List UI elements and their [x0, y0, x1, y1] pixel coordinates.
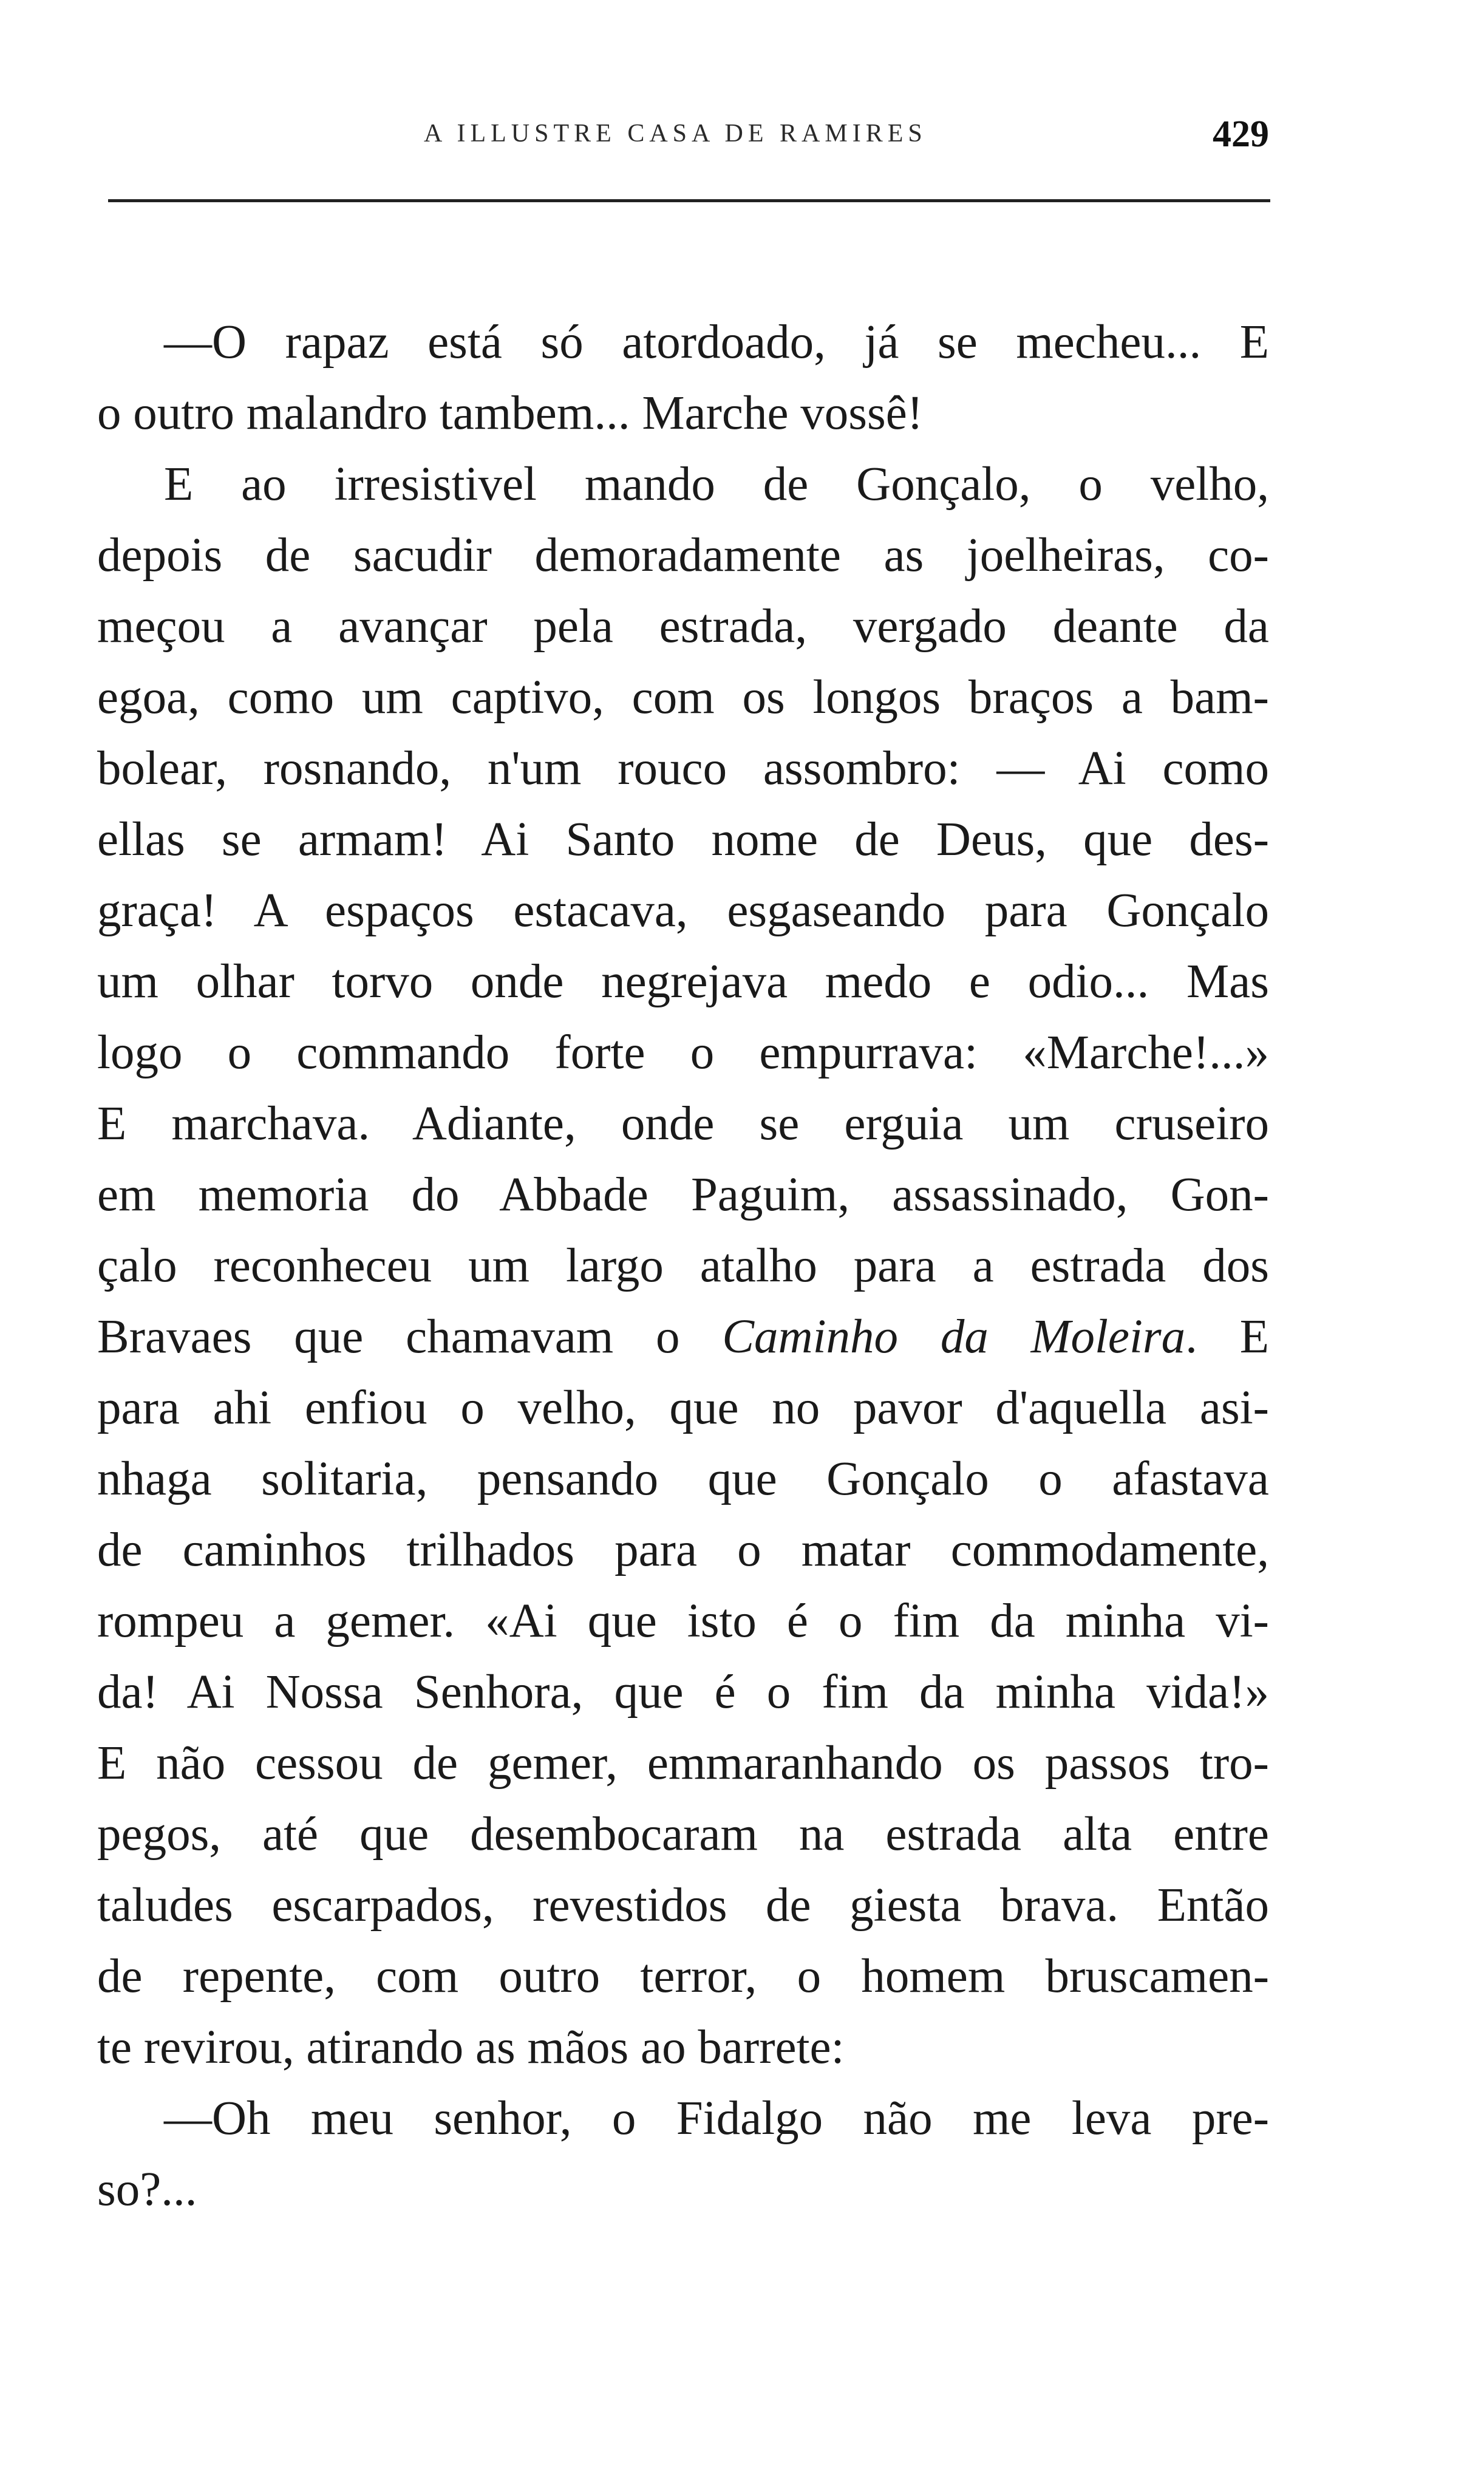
text-line: taludes escarpados, revestidos de giesta brava. Então: [97, 1879, 1269, 1932]
header-rule: [108, 199, 1270, 202]
text-line: de caminhos trilhados para o matar commodamente,: [97, 1524, 1269, 1576]
text-line: para ahi enfiou o velho, que no pavor d'aquella asi-: [97, 1382, 1269, 1434]
running-head: [97, 114, 1293, 168]
page-number: 429: [1213, 114, 1269, 155]
text-line: graça! A espaços estacava, esgaseando para Gonçalo: [97, 884, 1269, 937]
text-line: E ao irresistivel mando de Gonçalo, o velho,: [164, 458, 1269, 511]
text-line: de repente, com outro terror, o homem bruscamen-: [97, 1950, 1269, 2003]
text-line: um olhar torvo onde negrejava medo e odio... Mas: [97, 955, 1269, 1008]
text-line: o outro malandro tambem... Marche vossê!: [97, 387, 924, 440]
text-line: logo o commando forte o empurrava: «Marche!...»: [97, 1026, 1269, 1079]
text-line: E não cessou de gemer, emmaranhando os passos tro-: [97, 1737, 1269, 1790]
text-line: egoa, como um captivo, com os longos braços a bam-: [97, 671, 1269, 724]
text-line: rompeu a gemer. «Ai que isto é o fim da minha vi-: [97, 1595, 1269, 1648]
text-line: pegos, até que desembocaram na estrada alta entre: [97, 1808, 1269, 1861]
text-line-with-italic: [97, 1301, 1269, 1372]
text-line: ellas se armam! Ai Santo nome de Deus, que des-: [97, 813, 1269, 866]
text-line: çalo reconheceu um largo atalho para a estrada dos: [97, 1239, 1269, 1292]
text-line: te revirou, atirando as mãos ao barrete:: [97, 2021, 845, 2074]
body-text: [97, 307, 1269, 2225]
text-fragment: . E: [1185, 1310, 1269, 1363]
text-line: bolear, rosnando, n'um rouco assombro: — Ai como: [97, 742, 1269, 795]
text-line: depois de sacudir demoradamente as joelheiras, co-: [97, 529, 1269, 582]
text-line: meçou a avançar pela estrada, vergado deante da: [97, 600, 1269, 653]
text-line: nhaga solitaria, pensando que Gonçalo o afastava: [97, 1453, 1269, 1505]
text-line: —Oh meu senhor, o Fidalgo não me leva pre-: [164, 2092, 1269, 2145]
text-line: E marchava. Adiante, onde se erguia um cruseiro: [97, 1097, 1269, 1150]
text-line: em memoria do Abbade Paguim, assassinado, Gon-: [97, 1168, 1269, 1221]
text-line: —O rapaz está só atordoado, já se mecheu... E: [164, 316, 1269, 369]
running-title: A ILLUSTRE CASA DE RAMIRES: [424, 120, 927, 148]
text-fragment: Bravaes que chamavam o: [97, 1310, 723, 1363]
text-line: so?...: [97, 2163, 197, 2216]
text-line: da! Ai Nossa Senhora, que é o fim da minha vida!»: [97, 1666, 1269, 1719]
italic-place-name: Caminho da Moleira: [722, 1310, 1186, 1363]
